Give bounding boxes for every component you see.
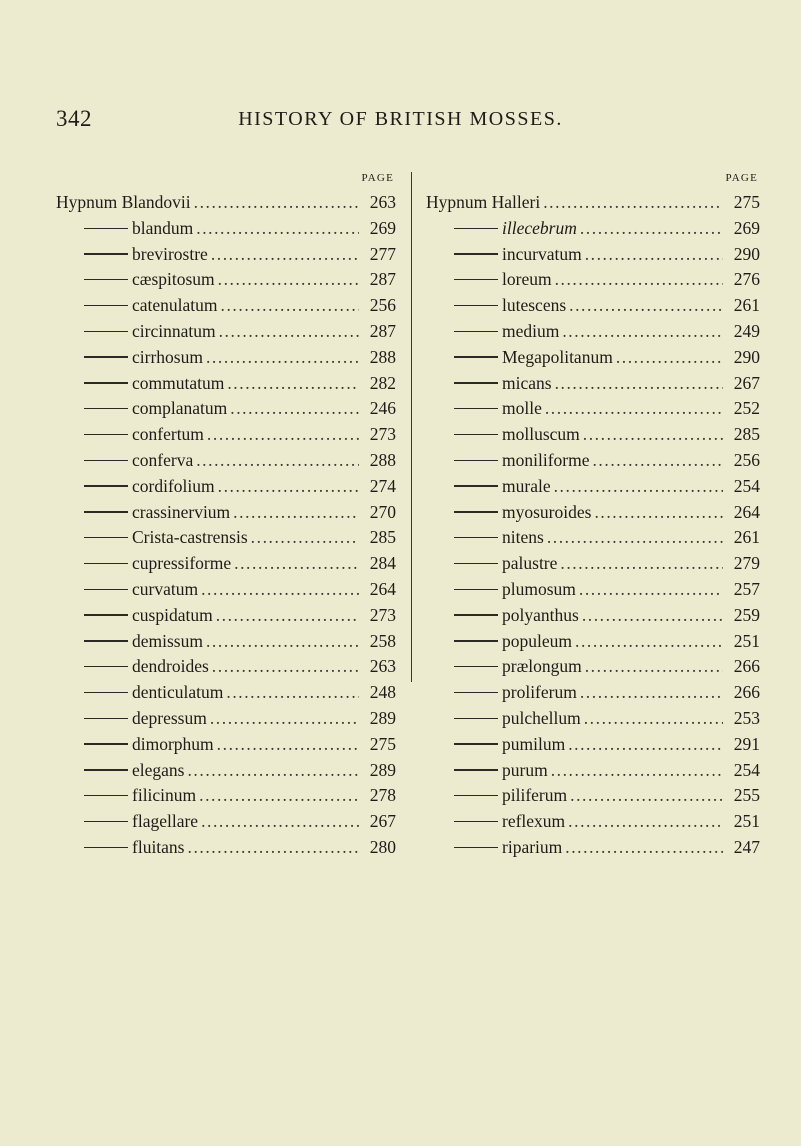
index-entry bbox=[56, 837, 396, 863]
index-entry bbox=[56, 811, 396, 837]
ditto-dash bbox=[84, 537, 128, 538]
ditto-dash bbox=[454, 666, 498, 667]
index-entry bbox=[56, 476, 396, 502]
ditto-dash bbox=[84, 847, 128, 848]
entry-term: dimorphum bbox=[132, 733, 214, 754]
entry-term: commutatum bbox=[132, 372, 225, 393]
ditto-dash bbox=[84, 743, 128, 744]
index-entry bbox=[426, 631, 760, 657]
dot-leader bbox=[221, 295, 359, 316]
ditto-dash bbox=[84, 485, 128, 486]
index-entry bbox=[426, 450, 760, 476]
ditto-dash bbox=[454, 614, 498, 615]
dot-leader bbox=[551, 760, 723, 781]
index-entry bbox=[426, 682, 760, 708]
ditto-dash bbox=[454, 743, 498, 744]
entry-term: denticulatum bbox=[132, 682, 224, 703]
entry-term: fluitans bbox=[132, 836, 185, 857]
entry-term: moniliforme bbox=[502, 449, 590, 470]
entry-term: conferva bbox=[132, 449, 194, 470]
ditto-dash bbox=[454, 228, 498, 229]
entry-page-number: 253 bbox=[733, 707, 760, 728]
entry-page-number: 258 bbox=[369, 630, 396, 651]
entry-genus-term: Hypnum Halleri bbox=[426, 192, 541, 212]
ditto-dash bbox=[84, 666, 128, 667]
index-entry bbox=[56, 218, 396, 244]
dot-leader bbox=[545, 398, 723, 419]
dot-leader bbox=[196, 450, 359, 471]
entry-page-number: 246 bbox=[369, 398, 396, 419]
running-title: HISTORY OF BRITISH MOSSES. bbox=[238, 108, 563, 130]
entry-page-number: 289 bbox=[369, 759, 396, 780]
index-column-left bbox=[56, 172, 396, 863]
dot-leader bbox=[562, 321, 723, 342]
ditto-dash bbox=[454, 692, 498, 693]
dot-leader bbox=[616, 347, 723, 368]
dot-leader bbox=[188, 837, 360, 858]
ditto-dash bbox=[84, 382, 128, 383]
entry-page-number: 285 bbox=[369, 527, 396, 548]
dot-leader bbox=[217, 734, 359, 755]
index-entry bbox=[426, 192, 760, 218]
ditto-dash bbox=[454, 460, 498, 461]
ditto-dash bbox=[454, 511, 498, 512]
entry-term: polyanthus bbox=[502, 604, 579, 625]
dot-leader bbox=[592, 450, 723, 471]
dot-leader bbox=[565, 837, 723, 858]
entry-page-number: 267 bbox=[369, 811, 396, 832]
index-entry bbox=[426, 424, 760, 450]
dot-leader bbox=[579, 579, 723, 600]
dot-leader bbox=[569, 295, 723, 316]
ditto-dash bbox=[84, 228, 128, 229]
ditto-dash bbox=[454, 253, 498, 254]
index-entry bbox=[56, 708, 396, 734]
entry-term: plumosum bbox=[502, 578, 576, 599]
page-number: 342 bbox=[56, 106, 92, 131]
entry-page-number: 257 bbox=[733, 578, 760, 599]
index-entry bbox=[426, 811, 760, 837]
ditto-dash bbox=[84, 692, 128, 693]
entry-page-number: 290 bbox=[733, 243, 760, 264]
entry-page-number: 266 bbox=[733, 682, 760, 703]
dot-leader bbox=[206, 631, 359, 652]
index-entry bbox=[56, 605, 396, 631]
entry-term: cuspidatum bbox=[132, 604, 213, 625]
ditto-dash bbox=[84, 434, 128, 435]
entry-term: crassinervium bbox=[132, 501, 231, 522]
dot-leader bbox=[194, 192, 359, 213]
dot-leader bbox=[206, 347, 359, 368]
entry-page-number: 273 bbox=[369, 424, 396, 445]
dot-leader bbox=[219, 321, 359, 342]
entry-term: confertum bbox=[132, 424, 204, 445]
dot-leader bbox=[211, 244, 359, 265]
entry-term: flagellare bbox=[132, 811, 199, 832]
entry-page-number: 288 bbox=[369, 449, 396, 470]
entry-term: blandum bbox=[132, 217, 194, 238]
ditto-dash bbox=[84, 253, 128, 254]
index-entry bbox=[426, 269, 760, 295]
index-entry bbox=[426, 398, 760, 424]
entry-term: incurvatum bbox=[502, 243, 582, 264]
entry-term: demissum bbox=[132, 630, 203, 651]
dot-leader bbox=[207, 424, 359, 445]
ditto-dash bbox=[84, 279, 128, 280]
entry-page-number: 275 bbox=[733, 192, 760, 212]
entry-page-number: 275 bbox=[369, 733, 396, 754]
ditto-dash bbox=[84, 589, 128, 590]
dot-leader bbox=[570, 785, 723, 806]
index-entry bbox=[426, 527, 760, 553]
ditto-dash bbox=[84, 331, 128, 332]
ditto-dash bbox=[454, 847, 498, 848]
ditto-dash bbox=[84, 821, 128, 822]
ditto-dash bbox=[454, 434, 498, 435]
ditto-dash bbox=[454, 356, 498, 357]
entry-term: piliferum bbox=[502, 785, 568, 806]
index-entry bbox=[426, 837, 760, 863]
index-entry bbox=[426, 760, 760, 786]
dot-leader bbox=[227, 373, 359, 394]
index-entry bbox=[426, 605, 760, 631]
entry-page-number: 255 bbox=[733, 785, 760, 806]
index-entry bbox=[426, 218, 760, 244]
index-entry bbox=[56, 450, 396, 476]
dot-leader bbox=[575, 631, 723, 652]
ditto-dash bbox=[454, 485, 498, 486]
entry-page-number: 251 bbox=[733, 630, 760, 651]
dot-leader bbox=[230, 398, 359, 419]
entry-page-number: 254 bbox=[733, 759, 760, 780]
dot-leader bbox=[560, 553, 723, 574]
entry-term: lutescens bbox=[502, 295, 567, 316]
dot-leader bbox=[201, 811, 359, 832]
entry-term: reflexum bbox=[502, 811, 566, 832]
entry-term: depressum bbox=[132, 707, 207, 728]
entry-term: loreum bbox=[502, 269, 552, 290]
index-entry bbox=[56, 398, 396, 424]
entry-page-number: 269 bbox=[733, 217, 760, 238]
entry-page-number: 290 bbox=[733, 346, 760, 367]
index-entry bbox=[56, 269, 396, 295]
ditto-dash bbox=[84, 795, 128, 796]
index-entry bbox=[426, 373, 760, 399]
entry-term: micans bbox=[502, 372, 552, 393]
entry-page-number: 259 bbox=[733, 604, 760, 625]
dot-leader bbox=[585, 656, 723, 677]
index-column-right bbox=[426, 172, 760, 863]
ditto-dash bbox=[454, 718, 498, 719]
dot-leader bbox=[582, 605, 723, 626]
index-entry bbox=[56, 347, 396, 373]
ditto-dash bbox=[84, 718, 128, 719]
entry-term: purum bbox=[502, 759, 548, 780]
entry-page-number: 266 bbox=[733, 656, 760, 677]
entry-term: complanatum bbox=[132, 398, 228, 419]
dot-leader bbox=[568, 734, 723, 755]
entry-page-number: 276 bbox=[733, 269, 760, 290]
entry-term: Megapolitanum bbox=[502, 346, 613, 367]
index-entry bbox=[56, 553, 396, 579]
entry-term: illecebrum bbox=[502, 217, 577, 238]
dot-leader bbox=[594, 502, 723, 523]
index-entry bbox=[56, 579, 396, 605]
index-entry bbox=[426, 295, 760, 321]
dot-leader bbox=[196, 218, 359, 239]
entry-page-number: 273 bbox=[369, 604, 396, 625]
entry-page-number: 270 bbox=[369, 501, 396, 522]
dot-leader bbox=[212, 656, 359, 677]
dot-leader bbox=[585, 244, 723, 265]
dot-leader bbox=[583, 424, 723, 445]
index-entry bbox=[56, 656, 396, 682]
entry-term: medium bbox=[502, 320, 560, 341]
entry-term: elegans bbox=[132, 759, 185, 780]
index-entry bbox=[426, 785, 760, 811]
entry-page-number: 256 bbox=[733, 449, 760, 470]
ditto-dash bbox=[84, 640, 128, 641]
column-divider bbox=[411, 172, 412, 682]
index-entry bbox=[56, 631, 396, 657]
index-entry bbox=[56, 785, 396, 811]
entry-page-number: 269 bbox=[369, 217, 396, 238]
column-heading: PAGE bbox=[361, 172, 394, 184]
ditto-dash bbox=[454, 589, 498, 590]
entry-page-number: 287 bbox=[369, 320, 396, 341]
entry-term: cordifolium bbox=[132, 475, 215, 496]
index-entry bbox=[56, 527, 396, 553]
ditto-dash bbox=[84, 563, 128, 564]
entry-page-number: 285 bbox=[733, 424, 760, 445]
entry-term: brevirostre bbox=[132, 243, 208, 264]
entry-term: molle bbox=[502, 398, 542, 419]
ditto-dash bbox=[454, 279, 498, 280]
entry-page-number: 249 bbox=[733, 320, 760, 341]
entry-term: cupressiforme bbox=[132, 553, 232, 574]
index-entry bbox=[426, 321, 760, 347]
entry-term: pumilum bbox=[502, 733, 566, 754]
dot-leader bbox=[568, 811, 723, 832]
entry-page-number: 280 bbox=[369, 836, 396, 857]
entry-page-number: 261 bbox=[733, 527, 760, 548]
entry-term: populeum bbox=[502, 630, 572, 651]
ditto-dash bbox=[84, 408, 128, 409]
entry-page-number: 287 bbox=[369, 269, 396, 290]
dot-leader bbox=[555, 269, 723, 290]
index-entry bbox=[56, 734, 396, 760]
dot-leader bbox=[555, 373, 723, 394]
index-entry bbox=[426, 347, 760, 373]
entry-term: nitens bbox=[502, 527, 544, 548]
dot-leader bbox=[233, 502, 359, 523]
dot-leader bbox=[580, 218, 723, 239]
dot-leader bbox=[210, 708, 359, 729]
ditto-dash bbox=[84, 460, 128, 461]
entry-page-number: 263 bbox=[369, 656, 396, 677]
ditto-dash bbox=[84, 511, 128, 512]
index-entry bbox=[56, 502, 396, 528]
ditto-dash bbox=[454, 382, 498, 383]
dot-leader bbox=[218, 269, 359, 290]
ditto-dash bbox=[84, 305, 128, 306]
ditto-dash bbox=[84, 356, 128, 357]
entry-page-number: 288 bbox=[369, 346, 396, 367]
entry-term: Crista-castrensis bbox=[132, 527, 248, 548]
ditto-dash bbox=[454, 408, 498, 409]
entry-page-number: 248 bbox=[369, 682, 396, 703]
entry-term: circinnatum bbox=[132, 320, 216, 341]
dot-leader bbox=[251, 527, 359, 548]
dot-leader bbox=[216, 605, 359, 626]
index-entry bbox=[426, 476, 760, 502]
index-entry bbox=[426, 502, 760, 528]
index-entry bbox=[56, 244, 396, 270]
ditto-dash bbox=[454, 331, 498, 332]
index-entry bbox=[56, 295, 396, 321]
entry-page-number: 291 bbox=[733, 733, 760, 754]
dot-leader bbox=[584, 708, 723, 729]
dot-leader bbox=[543, 192, 723, 213]
entry-page-number: 274 bbox=[369, 475, 396, 496]
index-entry bbox=[56, 760, 396, 786]
entry-page-number: 267 bbox=[733, 372, 760, 393]
index-entry bbox=[426, 579, 760, 605]
entry-term: catenulatum bbox=[132, 295, 218, 316]
entry-page-number: 282 bbox=[369, 372, 396, 393]
ditto-dash bbox=[454, 795, 498, 796]
entry-page-number: 264 bbox=[369, 578, 396, 599]
dot-leader bbox=[554, 476, 723, 497]
entry-term: curvatum bbox=[132, 578, 199, 599]
dot-leader bbox=[218, 476, 359, 497]
dot-leader bbox=[226, 682, 359, 703]
entry-term: molluscum bbox=[502, 424, 580, 445]
entry-term: dendroides bbox=[132, 656, 209, 677]
entry-term: filicinum bbox=[132, 785, 197, 806]
dot-leader bbox=[234, 553, 359, 574]
page-header bbox=[0, 106, 801, 136]
index-entry bbox=[426, 708, 760, 734]
entry-page-number: 277 bbox=[369, 243, 396, 264]
entry-term: pulchellum bbox=[502, 707, 581, 728]
entry-page-number: 284 bbox=[369, 553, 396, 574]
ditto-dash bbox=[454, 563, 498, 564]
column-heading: PAGE bbox=[725, 172, 758, 184]
entry-page-number: 252 bbox=[733, 398, 760, 419]
entry-page-number: 279 bbox=[733, 553, 760, 574]
entry-genus-term: Hypnum Blandovii bbox=[56, 192, 191, 212]
entry-term: murale bbox=[502, 475, 551, 496]
entry-page-number: 247 bbox=[733, 836, 760, 857]
entry-page-number: 261 bbox=[733, 295, 760, 316]
index-entry bbox=[56, 373, 396, 399]
index-entry bbox=[56, 321, 396, 347]
index-entry bbox=[426, 734, 760, 760]
index-entry bbox=[56, 192, 396, 218]
index-entry bbox=[56, 682, 396, 708]
entry-term: myosuroides bbox=[502, 501, 592, 522]
ditto-dash bbox=[84, 614, 128, 615]
ditto-dash bbox=[454, 537, 498, 538]
entry-page-number: 256 bbox=[369, 295, 396, 316]
ditto-dash bbox=[454, 305, 498, 306]
index-entry bbox=[426, 656, 760, 682]
dot-leader bbox=[201, 579, 359, 600]
entry-term: proliferum bbox=[502, 682, 577, 703]
entry-page-number: 251 bbox=[733, 811, 760, 832]
dot-leader bbox=[199, 785, 359, 806]
entry-page-number: 254 bbox=[733, 475, 760, 496]
ditto-dash bbox=[454, 821, 498, 822]
entry-term: cæspitosum bbox=[132, 269, 215, 290]
entry-page-number: 278 bbox=[369, 785, 396, 806]
ditto-dash bbox=[454, 640, 498, 641]
ditto-dash bbox=[454, 769, 498, 770]
entry-page-number: 263 bbox=[369, 192, 396, 212]
index-entry bbox=[426, 244, 760, 270]
entry-term: prælongum bbox=[502, 656, 582, 677]
index-entry bbox=[56, 424, 396, 450]
ditto-dash bbox=[84, 769, 128, 770]
entry-term: cirrhosum bbox=[132, 346, 203, 367]
dot-leader bbox=[580, 682, 723, 703]
entry-page-number: 264 bbox=[733, 501, 760, 522]
index-entry bbox=[426, 553, 760, 579]
entry-term: palustre bbox=[502, 553, 558, 574]
entry-page-number: 289 bbox=[369, 707, 396, 728]
dot-leader bbox=[187, 760, 359, 781]
entry-term: riparium bbox=[502, 836, 563, 857]
dot-leader bbox=[547, 527, 723, 548]
